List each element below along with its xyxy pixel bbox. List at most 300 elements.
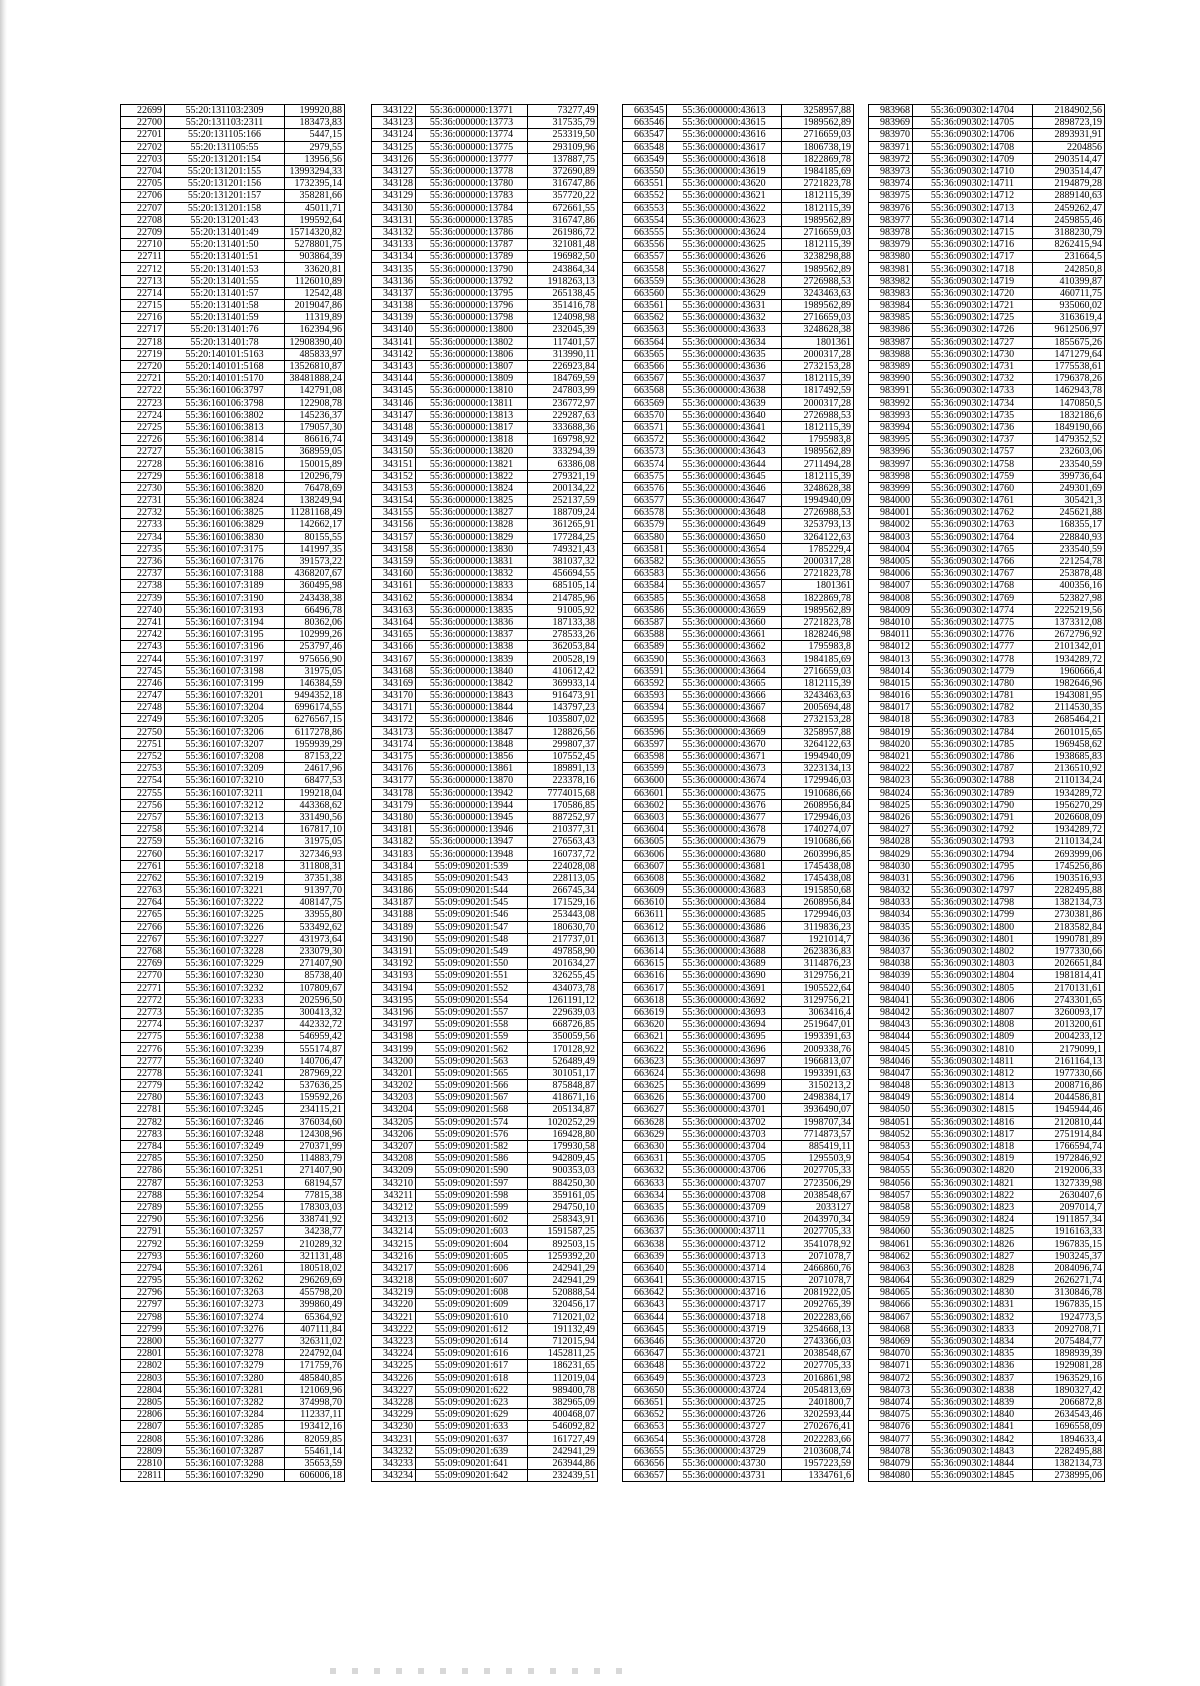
row-number-cell: 22764 [121,897,165,909]
row-number-cell: 983989 [869,360,913,372]
row-number-cell: 343162 [372,592,416,604]
table-row [869,519,1105,531]
cadastral-value-cell: 2225219,56 [1033,604,1105,616]
cadastral-number-cell: 55:36:000000:43671 [667,750,782,762]
cadastral-value-cell: 2603996,85 [782,848,854,860]
cadastral-number-cell: 55:36:090302:14788 [913,775,1033,787]
row-number-cell: 343220 [372,1299,416,1311]
cadastral-value-cell: 2903514,47 [1033,165,1105,177]
cadastral-number-cell: 55:09:090201:607 [416,1275,528,1287]
cadastral-number-cell: 55:36:090302:14713 [913,202,1033,214]
row-number-cell: 663579 [623,519,667,531]
cadastral-value-cell: 186231,65 [528,1360,598,1372]
row-number-cell: 343222 [372,1323,416,1335]
table-row [869,336,1105,348]
cadastral-value-cell: 1796378,26 [1033,373,1105,385]
table-row [121,1067,345,1079]
cadastral-value-cell: 1020252,29 [528,1116,598,1128]
row-number-cell: 22779 [121,1080,165,1092]
cadastral-value-cell: 2019047,86 [285,300,345,312]
row-number-cell: 984056 [869,1177,913,1189]
cadastral-value-cell: 68194,57 [285,1177,345,1189]
row-number-cell: 663562 [623,312,667,324]
table-row [869,653,1105,665]
cadastral-number-cell: 55:36:090302:14715 [913,226,1033,238]
row-number-cell: 663585 [623,592,667,604]
table-row [372,1323,598,1335]
cadastral-number-cell: 55:36:000000:43662 [667,641,782,653]
row-number-cell: 343127 [372,165,416,177]
cadastral-value-cell: 252137,59 [528,495,598,507]
row-number-cell: 343173 [372,726,416,738]
table-row [623,117,854,129]
cadastral-number-cell: 55:36:090302:14799 [913,909,1033,921]
table-row [372,214,598,226]
cadastral-value-cell: 326255,45 [528,970,598,982]
cadastral-number-cell: 55:36:000000:43657 [667,580,782,592]
cadastral-value-cell: 2721823,78 [782,616,854,628]
row-number-cell: 984071 [869,1360,913,1372]
table-row [869,885,1105,897]
table-row [372,470,598,482]
cadastral-value-cell: 179930,58 [528,1140,598,1152]
cadastral-value-cell: 2730381,86 [1033,909,1105,921]
cadastral-value-cell: 2027705,33 [782,1226,854,1238]
cadastral-number-cell: 55:09:090201:599 [416,1201,528,1213]
row-number-cell: 663622 [623,1043,667,1055]
cadastral-value-cell: 3202593,44 [782,1409,854,1421]
cadastral-number-cell: 55:36:090302:14829 [913,1275,1033,1287]
row-number-cell: 343192 [372,958,416,970]
table-row [372,1031,598,1043]
cadastral-number-cell: 55:36:160107:3242 [165,1080,285,1092]
table-row [869,1372,1105,1384]
cadastral-value-cell: 2889140,63 [1033,190,1105,202]
row-number-cell: 343221 [372,1311,416,1323]
row-number-cell: 663621 [623,1031,667,1043]
table-row [623,348,854,360]
cadastral-number-cell: 55:36:000000:43714 [667,1262,782,1274]
table-row [372,1153,598,1165]
table-row [869,750,1105,762]
cadastral-number-cell: 55:36:160107:3241 [165,1067,285,1079]
table-row [121,263,345,275]
table-row [623,1189,854,1201]
row-number-cell: 663592 [623,677,667,689]
cadastral-number-cell: 55:36:160106:3830 [165,531,285,543]
cadastral-value-cell: 1471279,64 [1033,348,1105,360]
row-number-cell: 343130 [372,202,416,214]
table-row [869,1445,1105,1457]
row-number-cell: 22781 [121,1104,165,1116]
cadastral-number-cell: 55:36:090302:14763 [913,519,1033,531]
cadastral-number-cell: 55:36:000000:13821 [416,458,528,470]
row-number-cell: 983969 [869,117,913,129]
row-number-cell: 663598 [623,750,667,762]
cadastral-value-cell: 418671,16 [528,1092,598,1104]
table-block-1 [120,104,345,1482]
row-number-cell: 22761 [121,860,165,872]
row-number-cell: 22715 [121,300,165,312]
cadastral-number-cell: 55:36:160106:3820 [165,482,285,494]
table-row [372,1128,598,1140]
table-row [121,1226,345,1238]
row-number-cell: 663584 [623,580,667,592]
table-row [121,543,345,555]
table-row [372,555,598,567]
cadastral-value-cell: 326311,02 [285,1335,345,1347]
cadastral-value-cell: 2716659,03 [782,665,854,677]
table-row [372,336,598,348]
cadastral-number-cell: 55:36:160107:3235 [165,1006,285,1018]
cadastral-number-cell: 55:36:090302:14795 [913,860,1033,872]
cadastral-number-cell: 55:36:090302:14708 [913,141,1033,153]
cadastral-value-cell: 672661,55 [528,202,598,214]
table-row [372,421,598,433]
cadastral-value-cell: 321081,48 [528,239,598,251]
row-number-cell: 984017 [869,702,913,714]
cadastral-number-cell: 55:36:000000:43675 [667,787,782,799]
table-row [372,348,598,360]
table-row [623,885,854,897]
table-row [121,141,345,153]
cadastral-number-cell: 55:36:090302:14823 [913,1201,1033,1213]
row-number-cell: 22742 [121,629,165,641]
cadastral-value-cell: 253319,50 [528,129,598,141]
cadastral-value-cell: 2081922,05 [782,1287,854,1299]
row-number-cell: 22744 [121,653,165,665]
table-row [121,1201,345,1213]
table-row [623,750,854,762]
table-row [869,1262,1105,1274]
row-number-cell: 343141 [372,336,416,348]
cadastral-value-cell: 321131,48 [285,1250,345,1262]
table-row [372,1470,598,1482]
table-row [121,336,345,348]
cadastral-value-cell: 359161,05 [528,1189,598,1201]
cadastral-number-cell: 55:36:000000:43663 [667,653,782,665]
row-number-cell: 343150 [372,446,416,458]
row-number-cell: 984007 [869,580,913,592]
cadastral-number-cell: 55:09:090201:642 [416,1470,528,1482]
row-number-cell: 984059 [869,1214,913,1226]
cadastral-number-cell: 55:36:160107:3201 [165,690,285,702]
cadastral-value-cell: 2732153,28 [782,360,854,372]
cadastral-value-cell: 2608956,84 [782,897,854,909]
cadastral-number-cell: 55:36:000000:43642 [667,434,782,446]
cadastral-number-cell: 55:36:000000:13946 [416,824,528,836]
cadastral-number-cell: 55:36:000000:43647 [667,495,782,507]
table-row [623,1250,854,1262]
table-row [623,860,854,872]
cadastral-number-cell: 55:36:000000:43645 [667,470,782,482]
cadastral-value-cell: 749321,43 [528,543,598,555]
table-row [869,1055,1105,1067]
table-row [121,226,345,238]
table-row [869,909,1105,921]
row-number-cell: 663576 [623,482,667,494]
table-row [121,190,345,202]
cadastral-number-cell: 55:36:090302:14714 [913,214,1033,226]
table-row [623,300,854,312]
cadastral-value-cell: 2893931,91 [1033,129,1105,141]
table-row [869,202,1105,214]
cadastral-value-cell: 460711,75 [1033,287,1105,299]
cadastral-number-cell: 55:36:090302:14778 [913,653,1033,665]
table-row [623,836,854,848]
cadastral-number-cell: 55:36:090302:14734 [913,397,1033,409]
table-body [623,105,854,1482]
cadastral-value-cell: 37351,38 [285,872,345,884]
table-row [121,1287,345,1299]
cadastral-number-cell: 55:36:000000:13846 [416,714,528,726]
cadastral-number-cell: 55:09:090201:604 [416,1238,528,1250]
cadastral-number-cell: 55:36:000000:13861 [416,763,528,775]
cadastral-number-cell: 55:36:090302:14841 [913,1421,1033,1433]
table-row [121,641,345,653]
cadastral-number-cell: 55:36:000000:13786 [416,226,528,238]
cadastral-value-cell: 1261191,12 [528,994,598,1006]
cadastral-number-cell: 55:36:090302:14838 [913,1384,1033,1396]
cadastral-value-cell: 3119836,23 [782,921,854,933]
cadastral-value-cell: 1956270,29 [1033,799,1105,811]
cadastral-value-cell: 1921014,7 [782,933,854,945]
cadastral-number-cell: 55:36:000000:13787 [416,239,528,251]
cadastral-number-cell: 55:09:090201:582 [416,1140,528,1152]
row-number-cell: 663608 [623,872,667,884]
row-number-cell: 984015 [869,677,913,689]
table-row [869,470,1105,482]
table-row [372,836,598,848]
table-row [372,360,598,372]
table-row [869,726,1105,738]
cadastral-number-cell: 55:36:000000:43719 [667,1323,782,1335]
row-number-cell: 343168 [372,665,416,677]
table-row [623,178,854,190]
table-row [121,1384,345,1396]
table-row [869,409,1105,421]
table-row [869,1396,1105,1408]
cadastral-number-cell: 55:36:090302:14762 [913,507,1033,519]
table-row [372,775,598,787]
table-row [623,519,854,531]
cadastral-value-cell: 362053,84 [528,641,598,653]
cadastral-value-cell: 3254668,13 [782,1323,854,1335]
cadastral-value-cell: 1812115,39 [782,677,854,689]
table-row [869,1287,1105,1299]
cadastral-value-cell: 2071078,7 [782,1250,854,1262]
table-row [372,1189,598,1201]
table-row [869,872,1105,884]
row-number-cell: 343223 [372,1335,416,1347]
table-row [121,421,345,433]
row-number-cell: 663571 [623,421,667,433]
cadastral-value-cell: 2721823,78 [782,568,854,580]
cadastral-number-cell: 55:36:090302:14786 [913,750,1033,762]
row-number-cell: 983993 [869,409,913,421]
table-row [121,726,345,738]
row-number-cell: 663650 [623,1384,667,1396]
table-row [869,360,1105,372]
table-row [869,702,1105,714]
cadastral-value-cell: 142791,08 [285,385,345,397]
table-row [869,616,1105,628]
row-number-cell: 343215 [372,1238,416,1250]
table-row [121,251,345,263]
cadastral-number-cell: 55:20:131105:55 [165,141,285,153]
cadastral-value-cell: 989400,78 [528,1384,598,1396]
table-row [372,872,598,884]
cadastral-number-cell: 55:36:000000:43622 [667,202,782,214]
cadastral-number-cell: 55:36:000000:43673 [667,763,782,775]
row-number-cell: 984037 [869,945,913,957]
cadastral-value-cell: 2120810,44 [1033,1116,1105,1128]
row-number-cell: 22748 [121,702,165,714]
cadastral-number-cell: 55:36:160107:3257 [165,1226,285,1238]
table-row [623,214,854,226]
table-row [623,1384,854,1396]
cadastral-number-cell: 55:36:000000:13785 [416,214,528,226]
cadastral-value-cell: 1943081,95 [1033,690,1105,702]
row-number-cell: 663632 [623,1165,667,1177]
cadastral-value-cell: 2038548,67 [782,1189,854,1201]
row-number-cell: 22777 [121,1055,165,1067]
row-number-cell: 22773 [121,1006,165,1018]
cadastral-number-cell: 55:36:000000:13828 [416,519,528,531]
cadastral-value-cell: 2630407,6 [1033,1189,1105,1201]
cadastral-number-cell: 55:36:000000:43670 [667,738,782,750]
cadastral-value-cell: 2608956,84 [782,799,854,811]
row-number-cell: 983985 [869,312,913,324]
cadastral-value-cell: 179057,30 [285,421,345,433]
table-row [623,507,854,519]
cadastral-value-cell: 2634543,46 [1033,1409,1105,1421]
table-row [623,970,854,982]
row-number-cell: 983968 [869,105,913,117]
row-number-cell: 22708 [121,214,165,226]
row-number-cell: 984067 [869,1311,913,1323]
table-row [869,1348,1105,1360]
cadastral-value-cell: 2066872,8 [1033,1396,1105,1408]
table-row [372,312,598,324]
cadastral-number-cell: 55:36:160106:3815 [165,446,285,458]
cadastral-value-cell: 124308,96 [285,1128,345,1140]
cadastral-number-cell: 55:36:160107:3204 [165,702,285,714]
cadastral-value-cell: 399860,49 [285,1299,345,1311]
cadastral-value-cell: 2738995,06 [1033,1470,1105,1482]
cadastral-number-cell: 55:20:131201:154 [165,153,285,165]
table-row [623,1348,854,1360]
table-row [869,507,1105,519]
cadastral-value-cell: 12908390,40 [285,336,345,348]
cadastral-value-cell: 243864,34 [528,263,598,275]
row-number-cell: 22721 [121,373,165,385]
cadastral-value-cell: 3063416,4 [782,1006,854,1018]
cadastral-number-cell: 55:36:000000:13771 [416,105,528,117]
cadastral-value-cell: 1994940,09 [782,495,854,507]
cadastral-number-cell: 55:36:090302:14822 [913,1189,1033,1201]
cadastral-value-cell: 171529,16 [528,897,598,909]
cadastral-number-cell: 55:36:090302:14716 [913,239,1033,251]
cadastral-value-cell: 361265,91 [528,519,598,531]
table-row [623,726,854,738]
cadastral-value-cell: 455798,20 [285,1287,345,1299]
row-number-cell: 663645 [623,1323,667,1335]
row-number-cell: 984060 [869,1226,913,1238]
cadastral-number-cell: 55:36:160107:3214 [165,824,285,836]
cadastral-number-cell: 55:36:000000:13784 [416,202,528,214]
cadastral-number-cell: 55:09:090201:590 [416,1165,528,1177]
cadastral-number-cell: 55:36:000000:43660 [667,616,782,628]
row-number-cell: 343179 [372,799,416,811]
table-row [372,373,598,385]
row-number-cell: 663601 [623,787,667,799]
cadastral-value-cell: 2136510,92 [1033,763,1105,775]
cadastral-number-cell: 55:36:090302:14757 [913,446,1033,458]
cadastral-number-cell: 55:36:000000:13825 [416,495,528,507]
table-row [623,1470,854,1482]
cadastral-value-cell: 523827,98 [1033,592,1105,604]
table-row [623,1104,854,1116]
row-number-cell: 663639 [623,1250,667,1262]
table-row [121,1335,345,1347]
table-row [372,897,598,909]
table-row [623,580,854,592]
cadastral-value-cell: 338741,92 [285,1214,345,1226]
cadastral-value-cell: 320456,17 [528,1299,598,1311]
cadastral-number-cell: 55:36:000000:43699 [667,1080,782,1092]
cadastral-number-cell: 55:36:090302:14809 [913,1031,1033,1043]
table-row [372,799,598,811]
row-number-cell: 343143 [372,360,416,372]
cadastral-number-cell: 55:09:090201:639 [416,1445,528,1457]
cadastral-number-cell: 55:09:090201:548 [416,933,528,945]
table-row [372,1275,598,1287]
scan-artifact [330,1668,630,1674]
table-row [869,641,1105,653]
row-number-cell: 22705 [121,178,165,190]
cadastral-value-cell: 2401800,7 [782,1396,854,1408]
cadastral-number-cell: 55:36:000000:43716 [667,1287,782,1299]
cadastral-value-cell: 65364,92 [285,1311,345,1323]
cadastral-number-cell: 55:36:160107:3274 [165,1311,285,1323]
cadastral-number-cell: 55:36:090302:14820 [913,1165,1033,1177]
row-number-cell: 343224 [372,1348,416,1360]
row-number-cell: 984014 [869,665,913,677]
row-number-cell: 663627 [623,1104,667,1116]
cadastral-value-cell: 124098,98 [528,312,598,324]
table-row [623,1067,854,1079]
row-number-cell: 983994 [869,421,913,433]
row-number-cell: 22736 [121,555,165,567]
cadastral-value-cell: 1462943,78 [1033,385,1105,397]
cadastral-value-cell: 1729946,03 [782,811,854,823]
row-number-cell: 984028 [869,836,913,848]
cadastral-number-cell: 55:36:160107:3273 [165,1299,285,1311]
table-row [623,1323,854,1335]
cadastral-value-cell: 1966813,07 [782,1055,854,1067]
cadastral-number-cell: 55:09:090201:637 [416,1433,528,1445]
table-row [372,811,598,823]
cadastral-value-cell: 161727,49 [528,1433,598,1445]
row-number-cell: 663551 [623,178,667,190]
row-number-cell: 22758 [121,824,165,836]
table-row [869,214,1105,226]
cadastral-value-cell: 2022283,66 [782,1433,854,1445]
cadastral-number-cell: 55:36:000000:13833 [416,580,528,592]
row-number-cell: 22720 [121,360,165,372]
row-number-cell: 343145 [372,385,416,397]
